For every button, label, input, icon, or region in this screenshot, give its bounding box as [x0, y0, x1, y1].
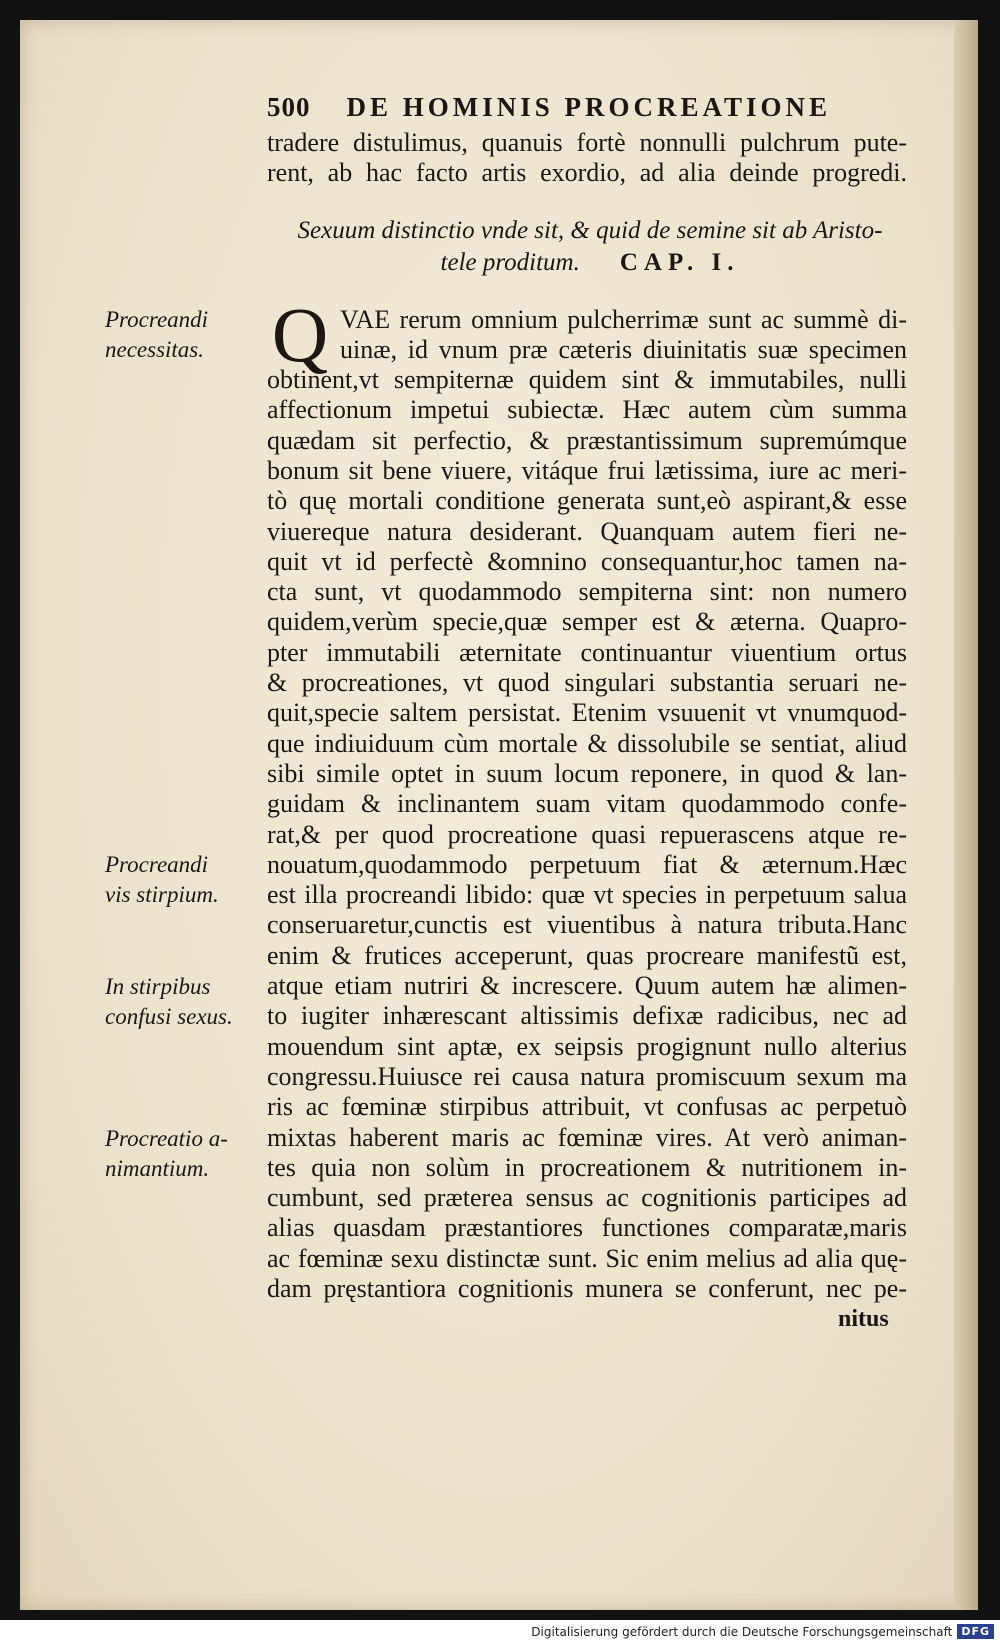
marginal-note: [105, 972, 265, 1032]
body-line: mouendum sint aptæ, ex seipsis progignunt nullo alterius: [267, 1032, 907, 1061]
chapter-title: [280, 215, 900, 279]
body-line: ris ac fœminæ stirpibus attribuit, vt confusas ac perpetuò: [267, 1092, 907, 1121]
marginal-note-line: Procreandi: [105, 307, 209, 332]
footer-credit: Digitalisierung gefördert durch die Deutsche Forschungsgemeinschaft: [531, 1624, 953, 1639]
marginal-note-line: Procreandi: [105, 852, 209, 877]
marginal-note-line: Procreatio a-: [105, 1126, 228, 1151]
body-line: mixtas haberent maris ac fœminæ vires. At verò animan-: [267, 1123, 907, 1152]
body-line: to iugiter inhærescant altissimis defixæ radicibus, nec ad: [267, 1001, 907, 1030]
body-line: nouatum,quodammodo perpetuum fiat & æternum.Hæc: [267, 850, 907, 879]
body-line: & procreationes, vt quod singulari substantia seruari ne-: [267, 668, 907, 697]
marginal-note: [105, 1124, 265, 1184]
body-line: uinæ, id vnum præ cæteris diuinitatis suæ specimen: [340, 335, 907, 364]
body-line: viuereque natura desiderant. Quanquam autem fieri ne-: [267, 517, 907, 546]
intro-line: rent, ab hac facto artis exordio, ad alia deinde progredi.: [267, 158, 907, 187]
body-line: dam pręstantiora cognitionis munera se conferunt, nec pe-: [267, 1274, 907, 1303]
marginal-note-line: nimantium.: [105, 1156, 210, 1181]
page-number: 500: [267, 92, 311, 122]
marginal-note: [105, 850, 265, 910]
chapter-title-line: tele proditum.: [440, 249, 580, 276]
body-line: quit,specie saltem persistat. Etenim vsuuenit vt vnumquod-: [267, 698, 907, 727]
body-line: quit vt id perfectè &omnino consequantur,hoc tamen na-: [267, 547, 907, 576]
running-head: [267, 92, 907, 123]
marginal-note-line: necessitas.: [105, 337, 205, 362]
chapter-title-line: Sexuum distinctio vnde sit, & quid de semine sit ab Aristo-: [297, 217, 883, 244]
catchword: nitus: [838, 1306, 889, 1332]
body-line: sibi simile optet in suum locum reponere, in quod & lan-: [267, 759, 907, 788]
body-line: guidam & inclinantem suam vitam quodammodo confe-: [267, 789, 907, 818]
chapter-number: CAP. I.: [619, 249, 740, 276]
body-line: conseruaretur,cunctis est viuentibus à natura tributa.Hanc: [267, 910, 907, 939]
body-line: cta sunt, vt quodammodo sempiterna sint: non numero: [267, 577, 907, 606]
marginal-note: [105, 305, 265, 365]
dfg-logo: DFG: [957, 1624, 994, 1639]
marginal-note-line: vis stirpium.: [105, 882, 219, 907]
body-line: quædam sit perfectio, & præstantissimum supremúmque: [267, 426, 907, 455]
body-line: enim & frutices acceperunt, quas procreare manifestũ est,: [267, 941, 907, 970]
body-line: tò quę mortali conditione generata sunt,eò aspirant,& esse: [267, 486, 907, 515]
body-line: obtinent,vt sempiternæ quidem sint & immutabiles, nulli: [267, 365, 907, 394]
page-edge: [954, 20, 978, 1610]
body-line: bonum sit bene viuere, vitáque frui lætissima, iure ac meri-: [267, 456, 907, 485]
running-title: DE HOMINIS PROCREATIONE: [346, 92, 832, 122]
digitization-footer: [0, 1620, 1000, 1643]
marginal-note-line: In stirpibus: [105, 974, 211, 999]
body-line: rat,& per quod procreatione quasi repuerascens atque re-: [267, 820, 907, 849]
body-line: atque etiam nutriri & increscere. Quum autem hæ alimen-: [267, 971, 907, 1000]
body-line: ac fœminæ sexu distinctæ sunt. Sic enim melius ad alia quę-: [267, 1244, 907, 1273]
body-line: est illa procreandi libido: quæ vt species in perpetuum salua: [267, 880, 907, 909]
body-line: congressu.Huiusce rei causa natura promiscuum sexum ma: [267, 1062, 907, 1091]
body-line: cumbunt, sed præterea sensus ac cognitionis participes ad: [267, 1183, 907, 1212]
body-line: quidem,verùm specie,quæ semper est & æterna. Quapro-: [267, 607, 907, 636]
body-line: VAE rerum omnium pulcherrimæ sunt ac summè di-: [340, 305, 907, 334]
body-line: que indiuiduum cùm mortale & dissolubile se sentiat, aliud: [267, 729, 907, 758]
body-line: tes quia non solùm in procreationem & nutritionem in-: [267, 1153, 907, 1182]
body-line: affectionum impetui subiectæ. Hæc autem cùm summa: [267, 395, 907, 424]
intro-line: tradere distulimus, quanuis fortè nonnulli pulchrum pute-: [267, 128, 907, 157]
marginal-note-line: confusi sexus.: [105, 1004, 233, 1029]
body-line: alias quasdam præstantiores functiones comparatæ,maris: [267, 1213, 907, 1242]
body-line: pter immutabili æternitate continuantur viuentium ortus: [267, 638, 907, 667]
drop-initial: Q: [271, 291, 329, 378]
